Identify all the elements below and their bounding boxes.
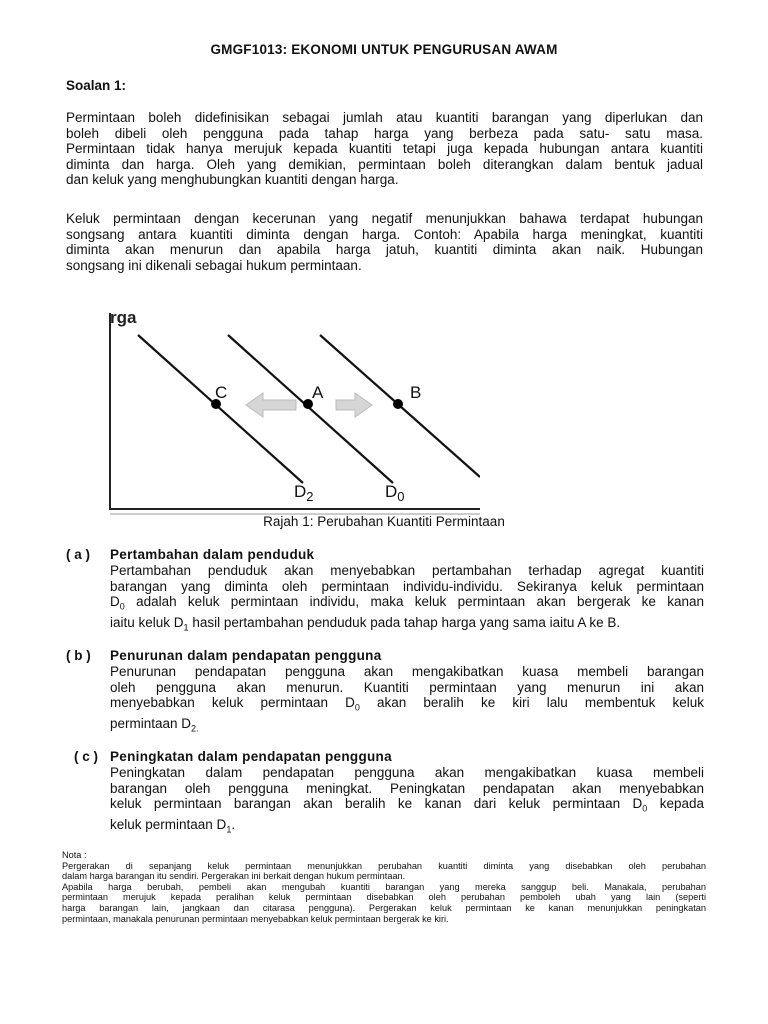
paragraph-line: boleh dibeli oleh pengguna pada tahap harga yang berbeza pada satu- satu masa. <box>66 125 703 141</box>
text-run: akan beralih ke kiri lalu membentuk keluk <box>359 695 704 711</box>
paragraph-line: songsang ini dikenali sebagai hukum permintaan. <box>66 257 362 273</box>
item-line <box>110 817 704 838</box>
curve-d0-letter: D <box>385 482 398 501</box>
point-b-label: B <box>410 383 422 402</box>
curve-d0-sub: 0 <box>397 489 405 504</box>
curve-d2-letter: D <box>294 482 307 501</box>
text-run: keluk permintaan D <box>110 817 227 833</box>
subscript: 0 <box>642 803 648 814</box>
item-line <box>110 594 704 615</box>
demand-shift-figure <box>108 305 480 515</box>
text-run: kepada <box>647 796 704 812</box>
left-shift-arrow <box>246 393 296 417</box>
note-line: Apabila harga berubah, pembeli akan mengubah kuantiti barangan yang mereka sanggup beli. Manakala, perubahan <box>62 881 706 892</box>
note-line: permintaan, manakala penurunan permintaan menyebabkan keluk permintaan bergerak ke kiri. <box>62 913 449 924</box>
paragraph-line: songsang antara kuantiti diminta dengan harga. Contoh: Apabila harga meningkat, kuantiti <box>66 226 703 242</box>
note-line: harga barangan lain, jangkaan dan citarasa pengguna). Pergerakan keluk permintaan ke kanan menunjukkan peningkatan <box>62 902 706 913</box>
curve-d2-sub: 2 <box>306 489 314 504</box>
paragraph-line: Permintaan tidak hanya merujuk kepada kuantiti tetapi juga kepada hubungan antara kuantiti <box>66 141 703 157</box>
curve-d2-label <box>294 482 314 504</box>
note-section <box>62 850 706 924</box>
point-c-label: C <box>215 383 228 402</box>
text-run: permintaan D <box>110 716 192 732</box>
item-a-heading: Pertambahan dalam penduduk <box>110 547 315 562</box>
text-run: hasil pertambahan penduduk pada tahap harga yang sama iaitu A ke B. <box>188 615 621 631</box>
note-line: Pergerakan di sepanjang keluk permintaan menunjukkan perubahan kuantiti diminta yang disebabkan oleh perubahan <box>62 860 706 871</box>
text-run: iaitu keluk D <box>110 615 184 631</box>
item-line: Penurunan pendapatan pengguna akan mengakibatkan kuasa membeli barangan <box>110 664 704 679</box>
paragraph-demand-law <box>66 211 703 273</box>
figure-caption: Rajah 1: Perubahan Kuantiti Permintaan <box>263 514 505 529</box>
note-heading: Nota : <box>62 850 87 860</box>
item-line <box>110 796 704 817</box>
paragraph-line: Keluk permintaan dengan kecerunan yang negatif menunjukkan bahawa terdapat hubungan <box>66 211 703 226</box>
y-axis-label: rga <box>110 308 137 327</box>
curve-d0-label <box>385 482 405 504</box>
item-line: oleh pengguna akan menurun. Kuantiti permintaan yang menurun ini akan <box>110 679 704 695</box>
item-b-body <box>110 664 704 738</box>
item-line: Pertambahan penduduk akan menyebabkan pertambahan terhadap agregat kuantiti <box>110 563 704 578</box>
subscript: 1 <box>226 825 232 836</box>
point-b-dot <box>393 399 403 409</box>
item-line: barangan yang diminta oleh permintaan individu-individu. Sekiranya keluk permintaan <box>110 578 704 594</box>
text-run: D <box>110 594 120 610</box>
item-c-marker: ( c ) <box>74 749 99 764</box>
paragraph-line: dan keluk yang menghubungkan kuantiti dengan harga. <box>66 172 399 188</box>
item-a-body <box>110 563 704 637</box>
text-run: menyebabkan keluk permintaan D <box>110 695 355 711</box>
item-line <box>110 695 704 716</box>
item-a-marker: ( a ) <box>66 547 91 562</box>
subscript: 0 <box>119 601 125 612</box>
item-line <box>110 615 704 636</box>
item-line: barangan oleh pengguna meningkat. Peningkatan pendapatan akan menyebabkan <box>110 780 704 796</box>
item-b-heading: Penurunan dalam pendapatan pengguna <box>110 648 382 663</box>
note-line: permintaan merujuk kepada peralihan keluk permintaan disebabkan oleh perubahan pemboleh ubah yang lain (seperti <box>62 892 706 903</box>
subscript: 0 <box>354 702 360 713</box>
item-line: Peningkatan dalam pendapatan pengguna akan mengakibatkan kuasa membeli <box>110 765 704 780</box>
item-c-heading: Peningkatan dalam pendapatan pengguna <box>110 749 392 764</box>
point-a-label: A <box>312 383 324 402</box>
item-line <box>110 716 704 737</box>
paragraph-line: diminta dan harga. Oleh yang demikian, permintaan boleh diterangkan dalam bentuk jadual <box>66 156 703 172</box>
text-run: adalah keluk permintaan individu, maka keluk permintaan akan bergerak ke kanan <box>124 594 704 610</box>
right-shift-arrow <box>336 393 372 417</box>
subscript: 1 <box>183 623 189 634</box>
paragraph-line: diminta akan menurun dan apabila harga jatuh, kuantiti diminta akan naik. Hubungan <box>66 242 703 258</box>
item-b-marker: ( b ) <box>66 648 91 663</box>
paragraph-definition <box>66 110 703 188</box>
question-heading: Soalan 1: <box>66 78 127 93</box>
text-run: . <box>231 817 236 833</box>
demand-curves-diagram <box>108 305 480 515</box>
document-title: GMGF1013: EKONOMI UNTUK PENGURUSAN AWAM <box>210 42 558 57</box>
subscript: 2. <box>191 724 199 735</box>
paragraph-line: Permintaan boleh didefinisikan sebagai jumlah atau kuantiti barangan yang diperlukan dan <box>66 110 703 125</box>
note-line: dalam harga barangan itu sendiri. Pergerakan ini berkait dengan hukum permintaan. <box>62 871 406 882</box>
text-run: keluk permintaan barangan akan beralih ke kanan dari keluk permintaan D <box>110 796 643 812</box>
item-c-body <box>110 765 704 839</box>
